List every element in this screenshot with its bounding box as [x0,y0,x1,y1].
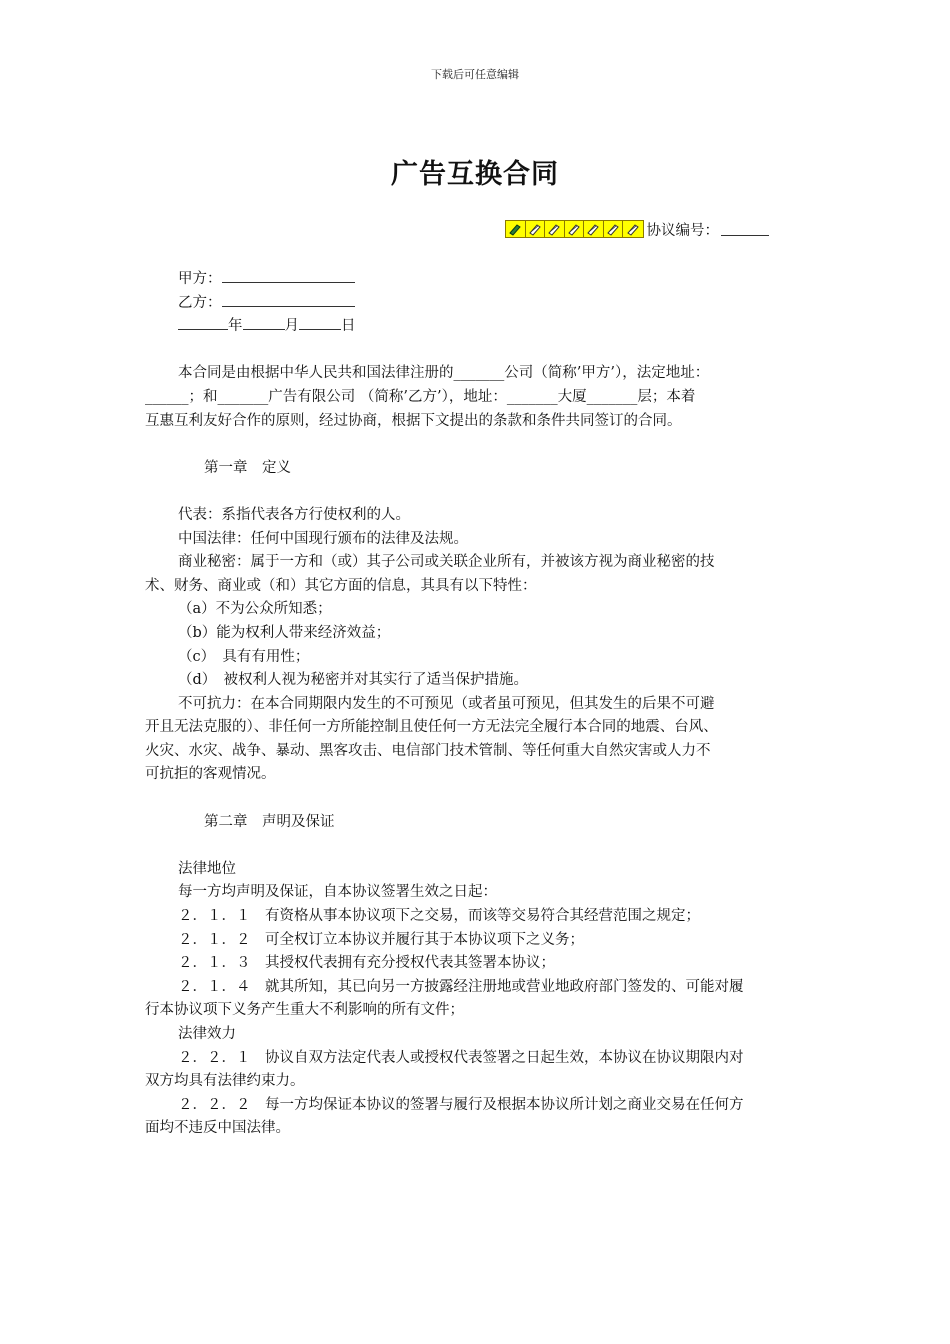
agreement-number-row [505,219,769,239]
document-title: 广告互换合同 [391,159,559,190]
clause-2-2-2-line-2: 面均不违反中国法律。 [145,1120,290,1137]
date-line [145,315,810,339]
pencil-icon [526,221,546,237]
party-a-line [145,268,810,292]
definition-secret-1: 商业秘密：属于一方和（或）其子公司或关联企业所有，并被该方视为商业秘密的技 [178,554,715,571]
chapter-1-heading: 第一章 定义 [204,459,291,476]
intro-line-2: ______；和_______广告有限公司 （简称’乙方’），地址：_______大厦_______层；本着 [145,388,696,405]
clause-2-2-2-line-1: ２．２．２ 每一方均保证本协议的签署与履行及根据本协议所计划之商业交易在任何方 [178,1096,744,1113]
pencil-icon [584,221,604,237]
clause-2-1-1: ２．１．１ 有资格从事本协议项下之交易，而该等交易符合其经营范围之规定； [178,908,700,925]
intro-line-3: 互惠互利友好合作的原则，经过协商，根据下文提出的条款和条件共同签订的合同。 [145,412,682,429]
book-icon [506,221,526,237]
pencil-icon [565,221,585,237]
secret-item-b: （b）能为权利人带来经济效益； [178,624,391,641]
force-majeure-2: 开且无法克服的）、非任何一方所能控制且使任何一方无法完全履行本合同的地震、台风、 [145,719,718,736]
legal-effect-heading: 法律效力 [178,1026,236,1042]
party-a-label: 甲方： [178,271,222,287]
definition-secret-2: 术、财务、商业或（和）其它方面的信息，其具有以下特性： [145,577,537,594]
clause-2-1-4-line-2: 行本协议项下义务产生重大不利影响的所有文件； [145,1002,464,1019]
secret-item-c: （c） 具有有用性； [178,648,310,665]
month-blank [243,315,285,330]
party-b-label: 乙方： [178,294,222,311]
force-majeure-1: 不可抗力：在本合同期限内发生的不可预见（或者虽可预见，但其发生的后果不可避 [178,695,715,712]
party-b-line [145,292,810,316]
clause-2-1-4-line-1: ２．１．４ 就其所知，其已向另一方披露经注册地或营业地政府部门签发的、可能对履 [178,978,744,995]
clause-2-1-2: ２．１．２ 可全权订立本协议并履行其于本协议项下之义务； [178,931,584,948]
month-label: 月 [284,318,299,335]
document-body [145,268,810,1141]
definition-rep: 代表：系指代表各方行使权利的人。 [178,506,410,523]
secret-item-d: （d） 被权利人视为秘密并对其实行了适当保护措施。 [178,672,529,689]
definition-law: 中国法律：任何中国现行颁布的法律及法规。 [178,530,468,547]
declaration-line: 每一方均声明及保证，自本协议签署生效之日起： [178,884,497,901]
pencil-icon [545,221,565,237]
agreement-number-blank [721,222,769,236]
page-header-note: 下载后可任意编辑 [431,68,519,81]
force-majeure-3: 火灾、水灾、战争、暴动、黑客攻击、电信部门技术管制、等任何重大自然灾害或人力不 [145,742,711,759]
legal-status-heading: 法律地位 [178,860,236,877]
party-a-blank [222,268,355,283]
secret-item-a: （a）不为公众所知悉； [178,601,332,618]
pencil-icon [604,221,624,237]
agreement-number-label: 协议编号： [646,222,719,239]
clause-2-2-1-line-1: ２．２．１ 协议自双方法定代表人或授权代表签署之日起生效，本协议在协议期限内对 [178,1049,744,1066]
chapter-2-heading: 第二章 声明及保证 [204,813,335,830]
party-b-blank [222,292,355,307]
pencil-icon [623,221,643,237]
clause-2-1-3: ２．１．３ 其授权代表拥有充分授权代表其签署本协议； [178,955,555,972]
year-label: 年 [228,318,243,335]
day-label: 日 [341,318,356,335]
intro-line-1: 本合同是由根据中华人民共和国法律注册的_______公司（简称’甲方’），法定地址： [178,365,710,382]
clause-2-2-1-line-2: 双方均具有法律约束力。 [145,1073,305,1090]
day-blank [299,315,341,330]
force-majeure-4: 可抗拒的客观情况。 [145,766,276,783]
toolbar-icon-strip [505,220,644,238]
year-blank [178,315,228,330]
